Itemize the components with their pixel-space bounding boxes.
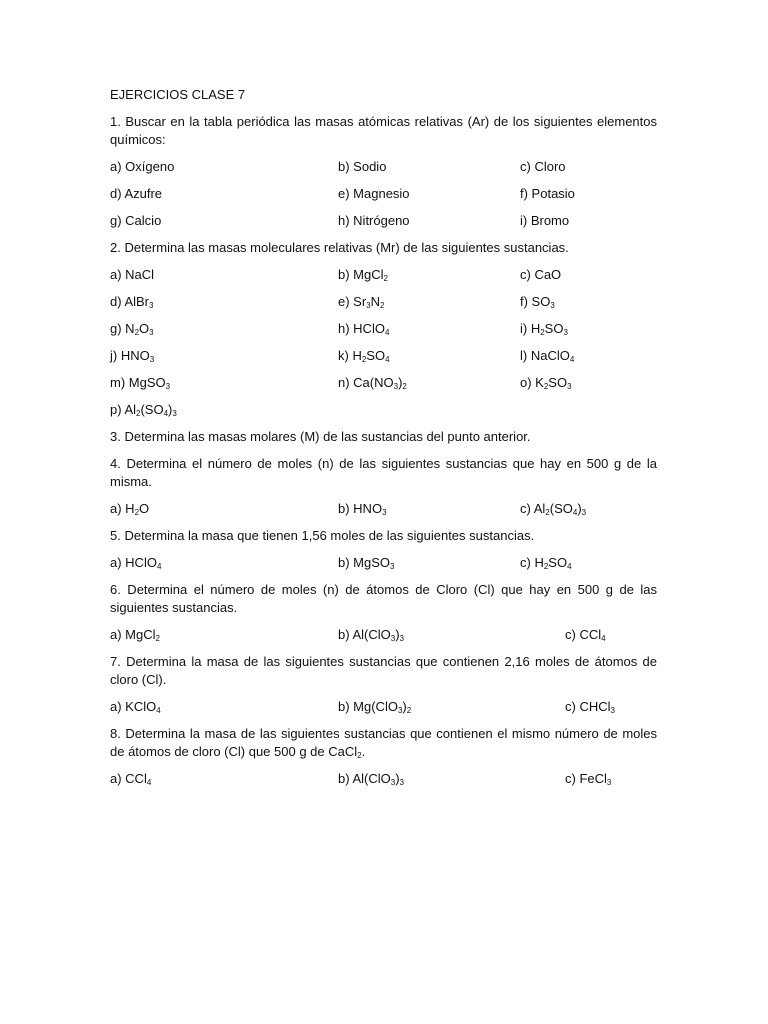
question-4-options <box>110 500 657 527</box>
document-page <box>110 86 657 797</box>
question-2-option: b) MgCl$_2$ <box>338 267 388 283</box>
question-8-option-row <box>110 770 657 797</box>
question-4-option-row <box>110 500 657 527</box>
question-4-option: c) $Al_2(SO_4)_3$ <box>520 501 587 517</box>
question-2-option: l) NaClO$_4$ <box>520 348 575 364</box>
question-8-option: c) FeCl$_3$ <box>565 771 612 787</box>
question-6-option: a) MgCl$_2$ <box>110 627 160 643</box>
question-1-option-row <box>110 212 657 239</box>
question-2-option: n) $Ca(NO_3)_2$ <box>338 375 407 391</box>
question-2-option: k) $H_2SO_4$ <box>338 348 390 364</box>
question-1-option-row <box>110 185 657 212</box>
question-1-option: c) Cloro <box>520 159 566 174</box>
question-1-option: g) Calcio <box>110 213 162 228</box>
question-2-option-row <box>110 293 657 320</box>
question-6-option: c) CCl$_4$ <box>565 627 606 643</box>
question-2-option-row <box>110 266 657 293</box>
question-4-option: a) $H_2O$ <box>110 501 150 517</box>
question-1-options <box>110 158 657 239</box>
question-6-option: b) $Al(ClO_3)_3$ <box>338 627 404 643</box>
question-1-text: 1. Buscar en la tabla periódica las masas atómicas relativas (Ar) de los siguientes elementos químicos: <box>110 114 657 147</box>
question-5-option: a) HClO$_4$ <box>110 555 162 571</box>
question-8-option: a) CCl$_4$ <box>110 771 152 787</box>
question-8-options <box>110 770 657 797</box>
question-7-option: b) $Mg(ClO_3)_2$ <box>338 699 412 715</box>
question-2-option: i) $H_2SO_3$ <box>520 321 568 337</box>
question-4-text: 4. Determina el número de moles (n) de las siguientes sustancias que hay en 500 g de la misma. <box>110 456 657 489</box>
question-5-option-row <box>110 554 657 581</box>
question-2-option: g) $N_2O_3$ <box>110 321 154 337</box>
question-2-option: j) $HNO_3$ <box>110 348 155 364</box>
question-2-option: f) $SO_3$ <box>520 294 555 310</box>
question-1-option: a) Oxígeno <box>110 159 175 174</box>
question-1-option: b) Sodio <box>338 159 387 174</box>
question-1-option: f) Potasio <box>520 186 575 201</box>
question-1-option: i) Bromo <box>520 213 570 228</box>
question-5-options <box>110 554 657 581</box>
question-1-option: h) Nitrógeno <box>338 213 410 228</box>
question-2-option: m) MgSO$_3$ <box>110 375 171 391</box>
question-1-option-row <box>110 158 657 185</box>
question-7-text: 7. Determina la masa de las siguientes sustancias que contienen 2,16 moles de átomos de cloro (Cl). <box>110 654 657 687</box>
question-6-option-row <box>110 626 657 653</box>
question-2-option: a) NaCl <box>110 267 155 282</box>
question-3-text: 3. Determina las masas molares (M) de las sustancias del punto anterior. <box>110 429 531 444</box>
question-7-option-row <box>110 698 657 725</box>
question-2-option: e) $Sr_3N_2$ <box>338 294 385 310</box>
question-2-option: h) HClO$_4$ <box>338 321 390 337</box>
question-8-option: b) $Al(ClO_3)_3$ <box>338 771 404 787</box>
question-1-option: e) Magnesio <box>338 186 410 201</box>
question-2-option: d) AlBr$_3$ <box>110 294 154 310</box>
question-5-option: b) MgSO$_3$ <box>338 555 395 571</box>
question-7-options <box>110 698 657 725</box>
question-5-option: c) $H_2SO_4$ <box>520 555 572 571</box>
question-2-option: c) CaO <box>520 267 562 282</box>
question-2-option: o) $K_2SO_3$ <box>520 375 572 391</box>
question-2-options <box>110 266 657 428</box>
question-2-option-row <box>110 401 657 428</box>
question-2-option-row <box>110 347 657 374</box>
document-title: EJERCICIOS CLASE 7 <box>110 87 246 102</box>
question-1-option: d) Azufre <box>110 186 163 201</box>
question-2-option-row <box>110 320 657 347</box>
question-5-text: 5. Determina la masa que tienen 1,56 moles de las siguientes sustancias. <box>110 528 535 543</box>
question-7-option: c) CHCl$_3$ <box>565 699 615 715</box>
question-6-text: 6. Determina el número de moles (n) de átomos de Cloro (Cl) que hay en 500 g de las siguientes sustancias. <box>110 582 657 615</box>
question-6-options <box>110 626 657 653</box>
question-2-option: p) $Al_2(SO_4)_3$ <box>110 402 177 418</box>
question-2-option-row <box>110 374 657 401</box>
question-8-text: 8. Determina la masa de las siguientes sustancias que contienen el mismo número de moles de átomos de cloro (Cl) que 500 g de CaCl$_2$. <box>110 726 657 760</box>
question-2-text: 2. Determina las masas moleculares relativas (Mr) de las siguientes sustancias. <box>110 240 569 255</box>
question-7-option: a) KClO$_4$ <box>110 699 161 715</box>
question-4-option: b) $HNO_3$ <box>338 501 387 517</box>
